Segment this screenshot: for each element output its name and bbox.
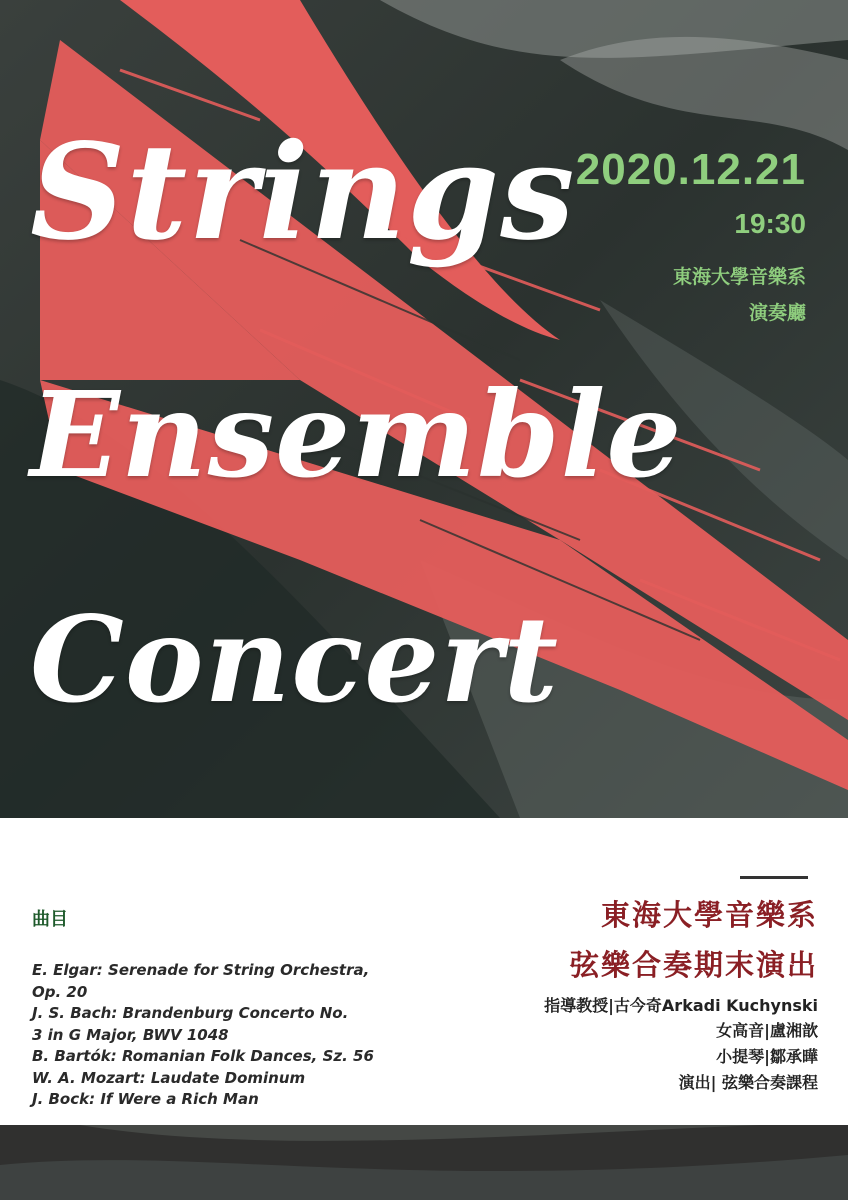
organizer-line1: 東海大學音樂系	[600, 898, 818, 932]
program-item: Op. 20	[32, 982, 88, 1001]
event-venue-line2: 演奏廳	[748, 303, 806, 324]
credit-violin: 小提琴|鄒承曄	[716, 1047, 818, 1066]
program-item: B. Bartók: Romanian Folk Dances, Sz. 56	[32, 1047, 374, 1065]
event-time: 19:30	[734, 208, 806, 239]
credit-performers: 演出| 弦樂合奏課程	[678, 1073, 818, 1092]
credit-conductor: 指導教授|古今奇Arkadi Kuchynski	[544, 996, 818, 1015]
program-item: J. S. Bach: Brandenburg Concerto No.	[32, 1004, 349, 1022]
event-date: 2020.12.21	[575, 145, 806, 194]
program-list	[32, 960, 452, 1111]
program-item: 3 in G Major, BWV 1048	[32, 1025, 229, 1044]
bottom-artwork-strip	[0, 1125, 848, 1200]
title-concert: Concert	[30, 590, 560, 729]
organizer-line2: 弦樂合奏期末演出	[569, 948, 818, 982]
title-ensemble: Ensemble	[30, 365, 683, 504]
program-item: E. Elgar: Serenade for String Orchestra,	[32, 961, 370, 979]
credit-soprano: 女高音|盧湘歆	[716, 1021, 818, 1040]
program-item: J. Bock: If Were a Rich Man	[32, 1090, 259, 1108]
program-item: W. A. Mozart: Laudate Dominum	[32, 1068, 306, 1087]
title-strings: Strings	[30, 115, 576, 270]
divider-rule	[740, 876, 808, 879]
event-venue-line1: 東海大學音樂系	[672, 267, 806, 288]
program-heading: 曲目	[32, 909, 68, 930]
